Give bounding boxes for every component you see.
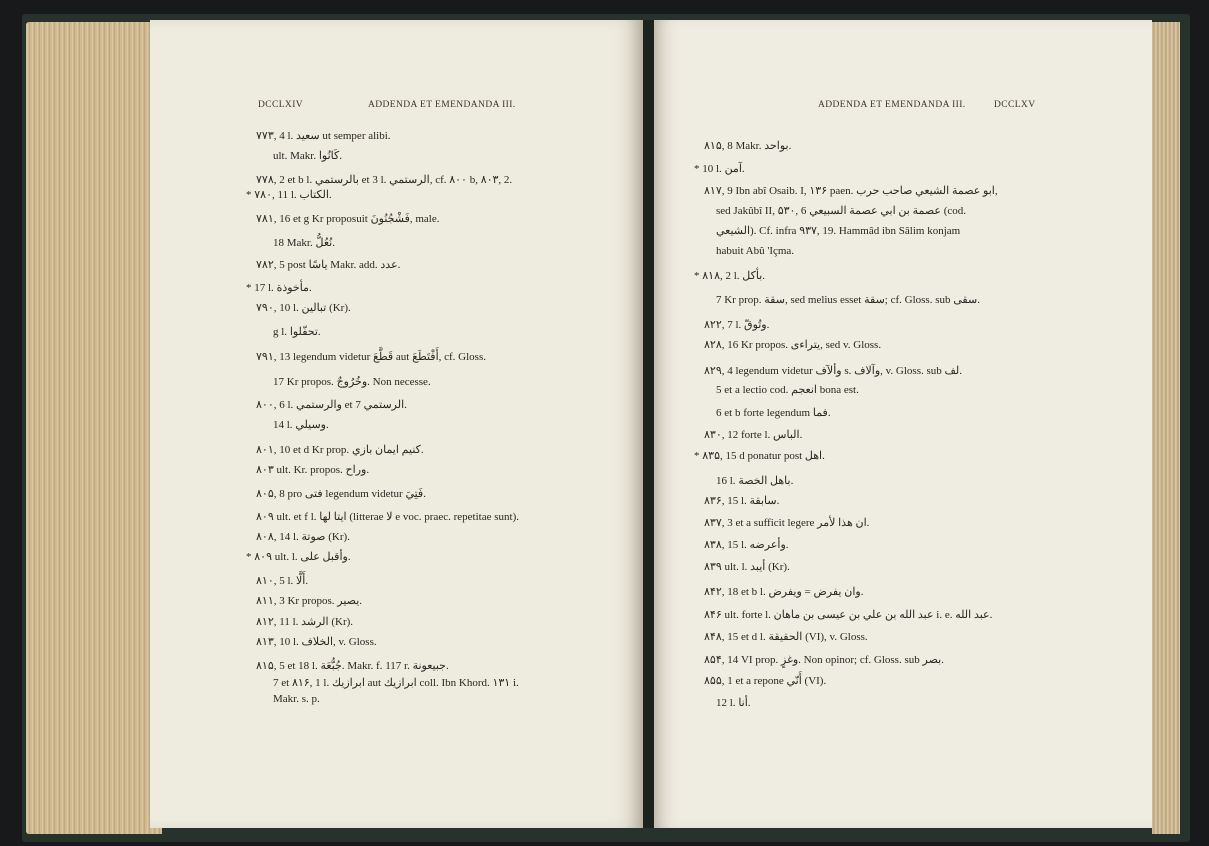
right-line-15: * ۸۳۵, 15 d ponatur post اهل. bbox=[694, 450, 825, 462]
right-line-3: ۸۱۷, 9 Ibn abî Osaib. I, ۱۳۶ paen. ابو عصمة الشيعي صاحب حرب, bbox=[704, 185, 998, 197]
book-gutter bbox=[643, 20, 654, 828]
right-line-2: * 10 l. آمن. bbox=[694, 163, 745, 175]
left-line-7: ۷۸۲, 5 post ياسًا Makr. add. عدد. bbox=[256, 259, 401, 271]
left-line-3: ۷۷۸, 2 et b l. بالرستمي et 3 l. الرستمي, cf. ۸۰۰ b, ۸۰۳, 2. bbox=[256, 174, 513, 186]
right-page bbox=[654, 20, 1152, 828]
left-line-14: 14 l. وسيلي. bbox=[273, 419, 329, 431]
left-line-8: * 17 l. مأخوذة. bbox=[246, 282, 312, 294]
right-line-23: ۸۴۸, 15 et d l. الحقيقة (VI), v. Gloss. bbox=[704, 631, 868, 643]
left-line-4: * ۷۸۰, 11 l. الكتاب. bbox=[246, 189, 332, 201]
right-line-25: ۸۵۵, 1 et a repone أَنّي (VI). bbox=[704, 675, 827, 687]
right-line-6: habuit Abû 'Içma. bbox=[716, 245, 795, 257]
right-page-number: DCCLXV bbox=[994, 100, 1036, 110]
left-line-18: ۸۰۹ ult. et f l. ايتا لها (litterae لا e voc. praec. repetitae sunt). bbox=[256, 511, 519, 523]
left-page-number: DCCLXIV bbox=[258, 100, 304, 110]
right-line-26: 12 l. أنا. bbox=[716, 697, 751, 709]
left-line-21: ۸۱۰, 5 l. أَلَّا. bbox=[256, 575, 309, 587]
left-line-22: ۸۱۱, 3 Kr propos. يصير. bbox=[256, 595, 363, 607]
right-line-4: sed Jakûbî II, ۵۳۰, 6 عصمة بن ابي عصمة السبيعي (cod. bbox=[716, 205, 967, 217]
page-edges-left bbox=[26, 22, 162, 834]
left-line-6: 18 Makr. نُعُلُّ. bbox=[273, 237, 335, 249]
right-line-7: * ۸۱۸, 2 l. بأكل. bbox=[694, 270, 766, 282]
left-line-16: ۸۰۳ ult. Kr. propos. وراح. bbox=[256, 464, 370, 476]
left-line-20: * ۸۰۹ ult. l. وأقبل على. bbox=[246, 551, 351, 563]
left-line-19: ۸۰۸, 14 l. صوتة (Kr). bbox=[256, 531, 350, 543]
right-line-20: ۸۳۹ ult. l. أيبد (Kr). bbox=[704, 561, 790, 573]
left-line-2: ult. Makr. كَانُوا. bbox=[273, 150, 342, 162]
left-line-15: ۸۰۱, 10 et d Kr prop. كنيم ايمان بازي. bbox=[256, 444, 424, 456]
left-line-24: ۸۱۳, 10 l. الخلاف, v. Gloss. bbox=[256, 636, 377, 648]
left-line-12: 17 Kr propos. وخُرُوجٌ. Non necesse. bbox=[273, 376, 431, 388]
left-line-10: g l. تحفّلوا. bbox=[273, 326, 321, 338]
left-running-title: ADDENDA ET EMENDANDA III. bbox=[368, 100, 516, 110]
left-line-23: ۸۱۲, 11 l. الرشد (Kr). bbox=[256, 616, 354, 628]
right-line-19: ۸۳۸, 15 l. وأعرضه. bbox=[704, 539, 789, 551]
right-line-10: ۸۲۸, 16 Kr propos. يتراءى, sed v. Gloss. bbox=[704, 339, 882, 351]
right-running-title: ADDENDA ET EMENDANDA III. bbox=[818, 100, 966, 110]
right-line-11: ۸۲۹, 4 legendum videtur وألآف s. وآلاف, v. Gloss. sub لف. bbox=[704, 365, 963, 377]
right-line-13: 6 et b forte legendum فما. bbox=[716, 407, 831, 419]
right-line-21: ۸۴۲, 18 et b l. وان يفرض = ويفرض. bbox=[704, 586, 864, 598]
right-line-16: 16 l. باهل الخصة. bbox=[716, 475, 794, 487]
left-line-27: Makr. s. p. bbox=[273, 693, 320, 705]
left-line-13: ۸۰۰, 6 l. والرستمي et 7 الرستمي. bbox=[256, 399, 407, 411]
left-line-5: ۷۸۱, 16 et g Kr proposuit فَشْجُنُونَ, male. bbox=[256, 213, 440, 225]
right-line-24: ۸۵۴, 14 VI prop. وغزٍ. Non opinor; cf. Gloss. sub بصر. bbox=[704, 654, 944, 666]
left-line-9: ۷۹۰, 10 l. تبالين (Kr). bbox=[256, 302, 351, 314]
left-line-26: 7 et ۸۱۶, 1 l. ابرازيك aut ابرازيك coll. Ibn Khord. ۱۳۱ i. bbox=[273, 677, 519, 689]
right-line-9: ۸۲۲, 7 l. وتُوقّ. bbox=[704, 319, 770, 331]
right-line-5: الشيعي). Cf. infra ۹۳۷, 19. Hammâd ibn Sâlim konjam bbox=[716, 225, 961, 237]
left-line-11: ۷۹۱, 13 legendum videtur قَطَّعَ aut أَفْتَطَعَ, cf. Gloss. bbox=[256, 351, 486, 363]
left-line-25: ۸۱۵, 5 et 18 l. جُبُّعَة. Makr. f. 117 r. جبيعونة. bbox=[256, 660, 449, 672]
right-line-22: ۸۴۶ ult. forte l. عبد الله بن علي بن عيسى بن ماهان i. e. عبد الله. bbox=[704, 609, 993, 621]
left-page bbox=[150, 20, 643, 828]
right-line-1: ۸۱۵, 8 Makr. بواحد. bbox=[704, 140, 792, 152]
left-line-17: ۸۰۵, 8 pro فتى legendum videtur فَتِيَ. bbox=[256, 488, 426, 500]
right-line-17: ۸۳۶, 15 l. سابقة. bbox=[704, 495, 780, 507]
page-edges-right bbox=[1152, 22, 1180, 834]
left-line-1: ۷۷۳, 4 l. سعيد ut semper alibi. bbox=[256, 130, 391, 142]
right-line-8: 7 Kr prop. سقة, sed melius esset سقة; cf. Gloss. sub سقى. bbox=[716, 294, 980, 306]
right-line-14: ۸۳۰, 12 forte l. الباس. bbox=[704, 429, 803, 441]
right-line-18: ۸۳۷, 3 et a sufficit legere ان هذا لأمر. bbox=[704, 517, 870, 529]
right-line-12: 5 et a lectio cod. انعجم bona est. bbox=[716, 384, 859, 396]
